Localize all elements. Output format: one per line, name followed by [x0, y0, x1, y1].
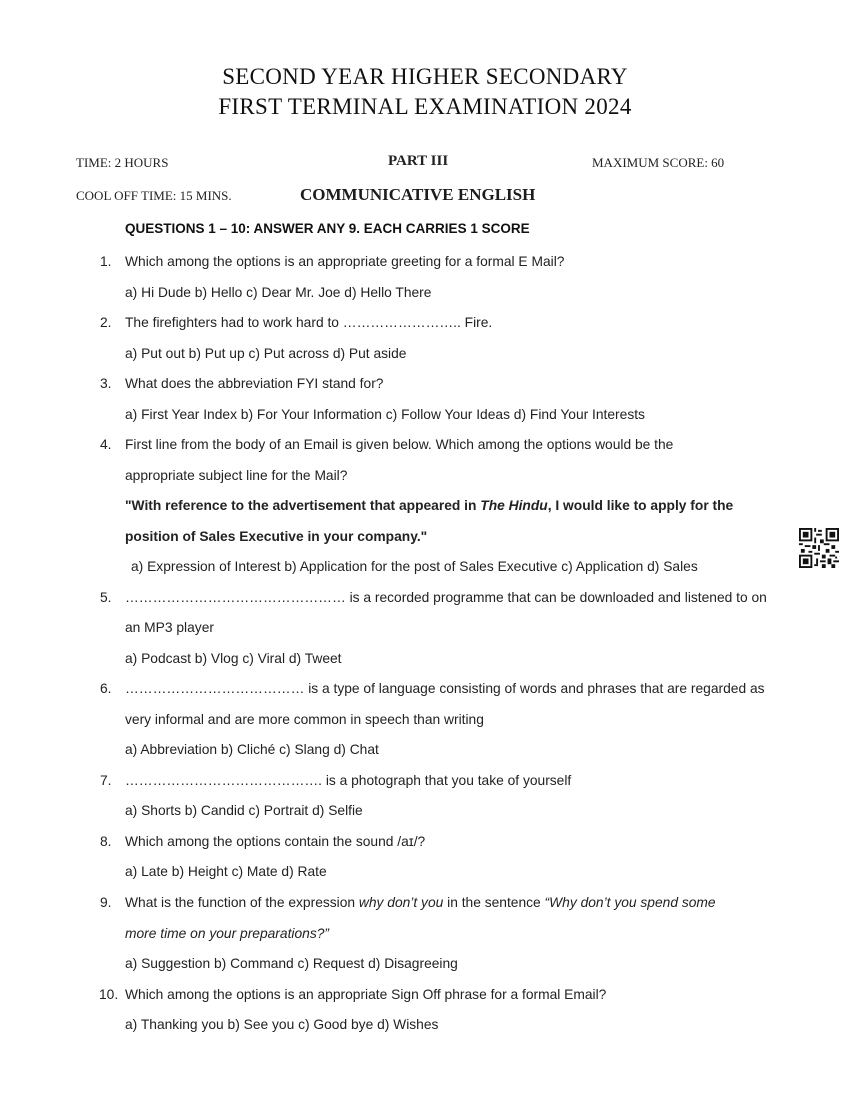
question-text: Which among the options contain the sound /aɪ/? [125, 834, 426, 849]
question-options: a) Abbreviation b) Cliché c) Slang d) Chat [125, 742, 379, 757]
question-text: The firefighters had to work hard to …………………….. Fire. [125, 315, 493, 330]
instruction-heading: QUESTIONS 1 – 10: ANSWER ANY 9. EACH CARRIES 1 SCORE [125, 221, 530, 236]
question-number: 5. [100, 590, 112, 605]
max-score-label: MAXIMUM SCORE: 60 [592, 155, 725, 170]
part-label: PART III [388, 153, 449, 169]
question-options: a) First Year Index b) For Your Information c) Follow Your Ideas d) Find Your Interests [125, 407, 645, 422]
question-number: 6. [100, 681, 112, 696]
quote-part: , I would like to apply for the [547, 498, 734, 513]
question-text-italic: why don’t you [358, 895, 444, 910]
question-number: 2. [100, 315, 112, 330]
question-number: 3. [100, 376, 112, 391]
qr-code-icon [799, 528, 839, 568]
time-label: TIME: 2 HOURS [76, 155, 169, 170]
question-options: a) Thanking you b) See you c) Good bye d) Wishes [125, 1017, 439, 1032]
question-number: 9. [100, 895, 112, 910]
quote-part: "With reference to the advertisement that appeared in [125, 498, 481, 513]
question-text-part: in the sentence [443, 895, 545, 910]
question-text: ……………………………………. is a photograph that you take of yourself [125, 773, 572, 788]
question-number: 1. [100, 254, 112, 269]
question-text [125, 895, 716, 910]
question-text-continued [125, 926, 329, 941]
quoted-email-line2: position of Sales Executive in your company." [125, 529, 428, 544]
question-options: a) Put out b) Put up c) Put across d) Put aside [125, 346, 407, 361]
question-options: a) Podcast b) Vlog c) Viral d) Tweet [125, 651, 342, 666]
quote-italic: The Hindu [480, 498, 548, 513]
question-text: ………………………………… is a type of language consisting of words and phrases that are regarded as [125, 681, 765, 696]
question-number: 8. [100, 834, 112, 849]
question-options: a) Hi Dude b) Hello c) Dear Mr. Joe d) Hello There [125, 285, 432, 300]
question-number: 7. [100, 773, 112, 788]
question-text: Which among the options is an appropriate greeting for a formal E Mail? [125, 254, 565, 269]
subject-title: COMMUNICATIVE ENGLISH [300, 185, 536, 204]
question-number: 10. [99, 987, 119, 1002]
question-text: First line from the body of an Email is given below. Which among the options would be the [125, 437, 674, 452]
exam-title-line1: SECOND YEAR HIGHER SECONDARY [222, 64, 628, 89]
question-text: Which among the options is an appropriate Sign Off phrase for a formal Email? [125, 987, 607, 1002]
question-text: What does the abbreviation FYI stand for? [125, 376, 384, 391]
question-text: ………………………………………… is a recorded programme that can be downloaded and listened to on [125, 590, 767, 605]
question-text-continued: very informal and are more common in speech than writing [125, 712, 484, 727]
question-options: a) Expression of Interest b) Application for the post of Sales Executive c) Application d) Sales [131, 559, 698, 574]
question-text-part: What is the function of the expression [125, 895, 359, 910]
question-text-italic: “Why don’t you spend some [544, 895, 716, 910]
exam-title-line2: FIRST TERMINAL EXAMINATION 2024 [218, 94, 632, 119]
question-options: a) Late b) Height c) Mate d) Rate [125, 864, 327, 879]
cool-off-label: COOL OFF TIME: 15 MINS. [76, 188, 232, 203]
question-text-continued: appropriate subject line for the Mail? [125, 468, 348, 483]
question-options: a) Suggestion b) Command c) Request d) Disagreeing [125, 956, 458, 971]
question-number: 4. [100, 437, 112, 452]
quoted-email-line [125, 498, 733, 513]
question-options: a) Shorts b) Candid c) Portrait d) Selfie [125, 803, 363, 818]
question-text-italic: more time on your preparations?” [125, 926, 329, 941]
question-text-continued: an MP3 player [125, 620, 214, 635]
